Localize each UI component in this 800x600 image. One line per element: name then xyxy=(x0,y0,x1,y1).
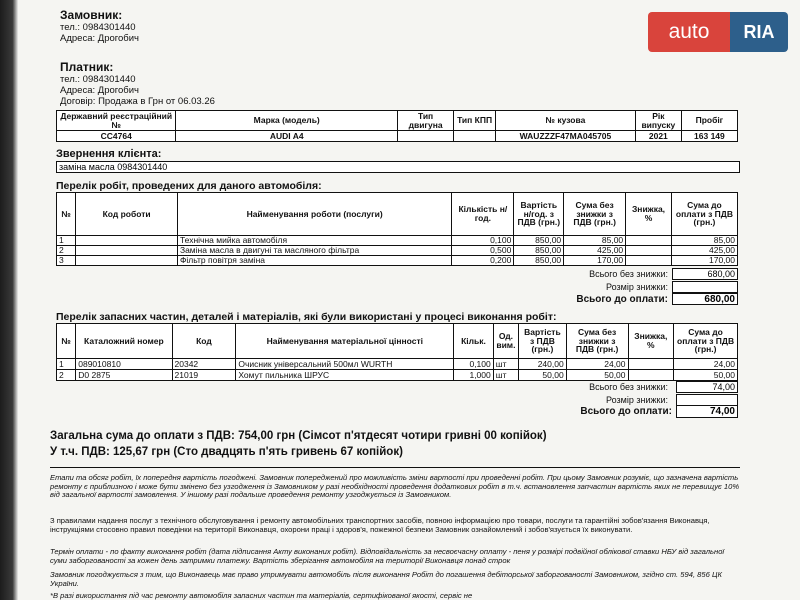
parts-header: Код xyxy=(172,324,236,359)
parts-cell: 50,00 xyxy=(674,370,738,381)
parts-cell xyxy=(628,370,674,381)
customer-phone: тел.: 0984301440 xyxy=(60,22,136,33)
table-row xyxy=(57,359,738,370)
parts-cell: 50,00 xyxy=(519,370,567,381)
parts-header: Каталожний номер xyxy=(76,324,172,359)
parts-cell: 1 xyxy=(57,359,76,370)
vehicle-header: № кузова xyxy=(496,111,636,131)
vehicle-gearbox xyxy=(454,131,496,142)
parts-cell: 21019 xyxy=(172,370,236,381)
payer-phone: тел.: 0984301440 xyxy=(60,74,136,85)
parts-cell: Очисник універсальний 500мл WURTH xyxy=(236,359,454,370)
vehicle-header: Тип двигуна xyxy=(398,111,454,131)
vehicle-mileage: 163 149 xyxy=(681,131,737,142)
table-row xyxy=(57,246,738,256)
works-header: Сума до оплати з ПДВ (грн.) xyxy=(671,193,737,236)
vehicle-model: AUDI A4 xyxy=(176,131,398,142)
works-cell xyxy=(76,256,178,266)
parts-cell: 50,00 xyxy=(566,370,628,381)
works-header: Код роботи xyxy=(76,193,178,236)
parts-header: Найменування матеріальної цінності xyxy=(236,324,454,359)
parts-header: Знижка, % xyxy=(628,324,674,359)
works-cell: 3 xyxy=(57,256,76,266)
works-cell: 85,00 xyxy=(564,236,626,246)
parts-total-no-discount-label: Всього без знижки: xyxy=(589,382,668,392)
request-heading: Звернення клієнта: xyxy=(56,148,162,160)
parts-cell xyxy=(628,359,674,370)
works-cell: 850,00 xyxy=(514,246,564,256)
parts-cell: D0 2875 xyxy=(76,370,172,381)
autoria-logo xyxy=(648,12,788,52)
works-cell xyxy=(626,256,672,266)
works-total-label: Всього до оплати: xyxy=(576,294,668,305)
vehicle-vin: WAUZZZF47MA045705 xyxy=(496,131,636,142)
legal-paragraph-3: Термін оплати - по факту виконання робіт (дата підписання Акту виконаних робіт). Відповідальність за несвоєчасну оплату - пеня у розмірі подвійної облікової ставки НБУ від загальної суми заборгованості за кожен день затримки платежу. Вартість зберігання автомобіля на території Виконавця понад строк xyxy=(50,547,725,565)
works-cell: 85,00 xyxy=(671,236,737,246)
parts-discount-label: Розмір знижки: xyxy=(606,395,668,405)
payer-heading: Платник: xyxy=(60,60,114,74)
request-text: заміна масла 0984301440 xyxy=(56,161,740,173)
parts-cell: Хомут пильника ШРУС xyxy=(236,370,454,381)
works-header: Вартість н/год. з ПДВ (грн.) xyxy=(514,193,564,236)
legal-paragraph-1: Етапи та обсяг робіт, їх попередня вартість погоджені. Замовник попереджений про можливість зміни вартості при проведенні робіт. При цьому Замовник розуміє, що зазначена вартість ремонту є приблизною і може бути змінено без узгодження із Замовником у разі необхідності проведення додаткових робіт в т.ч. встановлення запчастин вартість яких не перевищує 10% від загальної вартості замовлення. У іншому разі подальше проведення ремонту узгоджується із Замовником. xyxy=(50,473,740,500)
customer-address: Адреса: Дрогобич xyxy=(60,33,139,44)
works-total-no-discount-label: Всього без знижки: xyxy=(589,269,668,279)
legal-paragraph-4: Замовник погоджується з тим, що Виконавець має право утримувати автомобіль після виконання Робіт до погашення дебіторської заборгованості Замовником, згідно ст. 594, 856 ЦК України. xyxy=(50,570,722,588)
parts-cell: 089010810 xyxy=(76,359,172,370)
works-total: 680,00 xyxy=(672,293,738,305)
vehicle-reg-number: СС4764 xyxy=(57,131,176,142)
parts-header: № xyxy=(57,324,76,359)
table-row xyxy=(57,256,738,266)
works-cell: 170,00 xyxy=(564,256,626,266)
works-cell: Заміна масла в двигуні та масляного фільтра xyxy=(177,246,451,256)
parts-total-label: Всього до оплати: xyxy=(580,406,672,417)
parts-cell: 240,00 xyxy=(519,359,567,370)
legal-paragraph-5: *В разі використання під час ремонту автомобіля запасних частин та матеріалів, сертифікованої якості, сервіс не xyxy=(50,591,473,600)
parts-cell: 0,100 xyxy=(454,359,494,370)
works-cell: 1 xyxy=(57,236,76,246)
works-header: Сума без знижки з ПДВ (грн.) xyxy=(564,193,626,236)
logo-text-ria: RIA xyxy=(730,12,788,52)
divider xyxy=(50,467,740,468)
works-cell: 0,200 xyxy=(452,256,514,266)
works-cell: 170,00 xyxy=(671,256,737,266)
works-cell: Фільтр повітря заміна xyxy=(177,256,451,266)
vehicle-engine xyxy=(398,131,454,142)
works-total-no-discount: 680,00 xyxy=(672,268,738,280)
vehicle-header: Марка (модель) xyxy=(176,111,398,131)
works-cell xyxy=(626,246,672,256)
vehicle-header: Державний реєстраційний № xyxy=(57,111,176,131)
vehicle-header: Рік випуску xyxy=(635,111,681,131)
works-cell: 850,00 xyxy=(514,256,564,266)
grand-total: Загальна сума до оплати з ПДВ: 754,00 грн (Сімсот п'ятдесят чотири гривні 00 копійок) xyxy=(50,430,547,442)
works-header: Найменування роботи (послуги) xyxy=(177,193,451,236)
works-cell: Технічна мийка автомобіля xyxy=(177,236,451,246)
works-header: Кількість н/год. xyxy=(452,193,514,236)
vehicle-header: Пробіг xyxy=(681,111,737,131)
parts-total-no-discount: 74,00 xyxy=(676,381,738,393)
works-cell xyxy=(76,236,178,246)
works-discount-label: Розмір знижки: xyxy=(606,282,668,292)
parts-cell: шт xyxy=(493,359,518,370)
works-header: № xyxy=(57,193,76,236)
parts-heading: Перелік запасних частин, деталей і матеріалів, які були використані у процесі виконання робіт: xyxy=(56,311,557,323)
works-cell: 850,00 xyxy=(514,236,564,246)
parts-table xyxy=(56,323,738,381)
works-cell: 0,500 xyxy=(452,246,514,256)
vehicle-header: Тип КПП xyxy=(454,111,496,131)
works-table xyxy=(56,192,738,266)
parts-cell: 1,000 xyxy=(454,370,494,381)
works-cell: 425,00 xyxy=(564,246,626,256)
legal-paragraph-2: З правилами надання послуг з технічного обслуговування і ремонту автомобільних транспортних засобів, повною інформацією про товари, послуги та гарантійні зобов'язання Виконавця, інструкціями стосовно правил поведінки на території Виконавця, охорони праці і здоров'я, пожежної безпеки Замовник ознайомлений і зобов'язується їх виконувати. xyxy=(50,516,710,534)
parts-cell: 24,00 xyxy=(566,359,628,370)
parts-cell: шт xyxy=(493,370,518,381)
table-row xyxy=(57,370,738,381)
works-cell: 2 xyxy=(57,246,76,256)
logo-text-auto: auto xyxy=(648,12,730,52)
page-edge-shadow xyxy=(0,0,18,600)
parts-header: Сума без знижки з ПДВ (грн.) xyxy=(566,324,628,359)
works-header: Знижка, % xyxy=(626,193,672,236)
vat-total: У т.ч. ПДВ: 125,67 грн (Сто двадцять п'ять гривень 67 копійок) xyxy=(50,446,403,458)
vehicle-year: 2021 xyxy=(635,131,681,142)
payer-address: Адреса: Дрогобич xyxy=(60,85,139,96)
table-row xyxy=(57,236,738,246)
parts-header: Сума до оплати з ПДВ (грн.) xyxy=(674,324,738,359)
parts-total: 74,00 xyxy=(676,405,738,418)
vehicle-table xyxy=(56,110,738,142)
works-cell xyxy=(76,246,178,256)
works-cell: 425,00 xyxy=(671,246,737,256)
parts-header: Вартість з ПДВ (грн.) xyxy=(519,324,567,359)
parts-header: Кільк. xyxy=(454,324,494,359)
works-discount xyxy=(672,281,738,293)
works-cell: 0,100 xyxy=(452,236,514,246)
payer-contract: Договір: Продажа в Грн от 06.03.26 xyxy=(60,96,215,107)
parts-cell: 2 xyxy=(57,370,76,381)
parts-header: Од. вим. xyxy=(493,324,518,359)
parts-cell: 24,00 xyxy=(674,359,738,370)
works-heading: Перелік робіт, проведених для даного автомобіля: xyxy=(56,180,322,192)
customer-heading: Замовник: xyxy=(60,8,123,22)
works-cell xyxy=(626,236,672,246)
parts-cell: 20342 xyxy=(172,359,236,370)
